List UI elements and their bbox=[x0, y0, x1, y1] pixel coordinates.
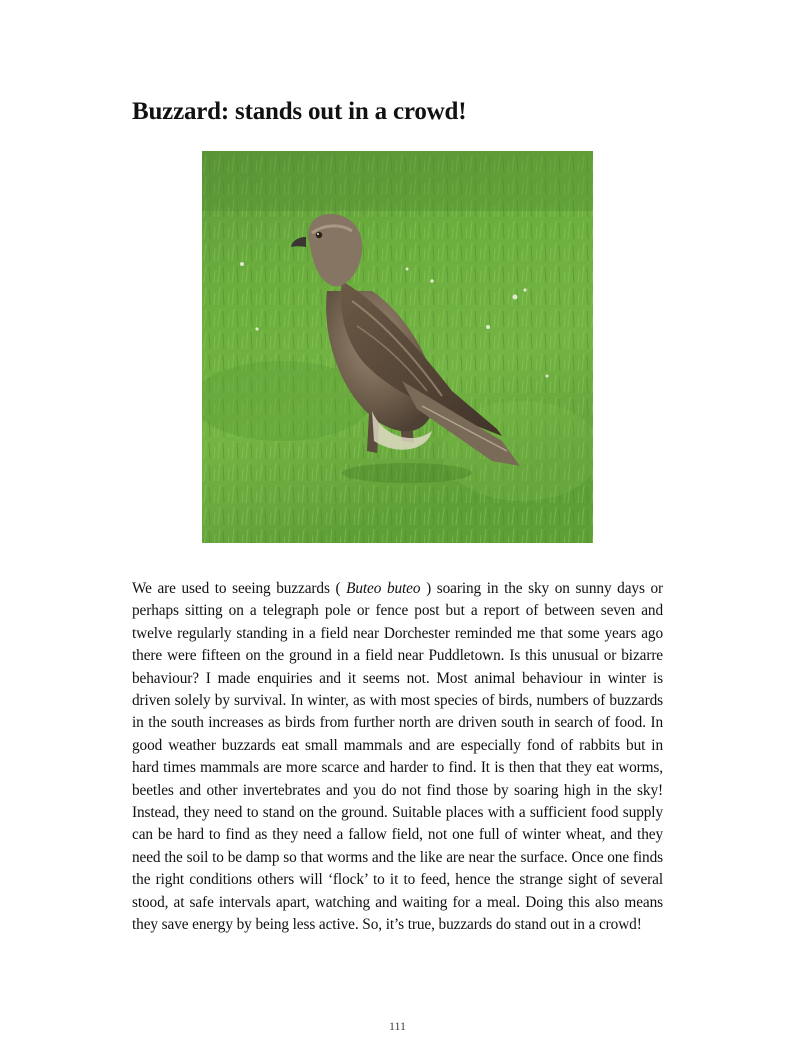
article-body bbox=[132, 578, 663, 937]
species-name: Buteo buteo bbox=[346, 580, 421, 597]
page-number: 111 bbox=[388, 1019, 407, 1033]
body-text-main: ) soaring in the sky on sunny days or perhaps sitting on a telegraph pole or fence post but a report of between seven and twelve regularly standing in a field near Dorchester reminded me that some years ago there were fifteen on the ground in a field near Puddletown. Is this unusual or bizarre behaviour? I made enquiries and it seems not. Most animal behaviour in winter is driven solely by survival. In winter, as with most species of birds, numbers of buzzards in the south increases as birds from further north are driven south in search of food. In good weather buzzards eat small mammals and are especially fond of rabbits but in hard times mammals are more scarce and harder to find. It is then that they eat worms, beetles and other invertebrates and you do not find those by soaring high in the sky! Instead, they need to stand on the ground. Suitable places with a sufficient food supply can be hard to find as they need a fallow field, not one full of winter wheat, and they need the soil to be damp so that worms and the like are near the surface. Once one finds the right conditions others will ‘flock’ to it to feed, hence the strange sight of several stood, at safe intervals apart, watching and waiting for a meal. Doing this also means they save energy by being less active. So, it’s true, buzzards do stand out in a crowd! bbox=[132, 580, 663, 934]
article-title: Buzzard: stands out in a crowd! bbox=[132, 98, 467, 125]
buzzard-photo bbox=[202, 151, 593, 543]
body-text-intro: We are used to seeing buzzards ( bbox=[132, 580, 341, 597]
